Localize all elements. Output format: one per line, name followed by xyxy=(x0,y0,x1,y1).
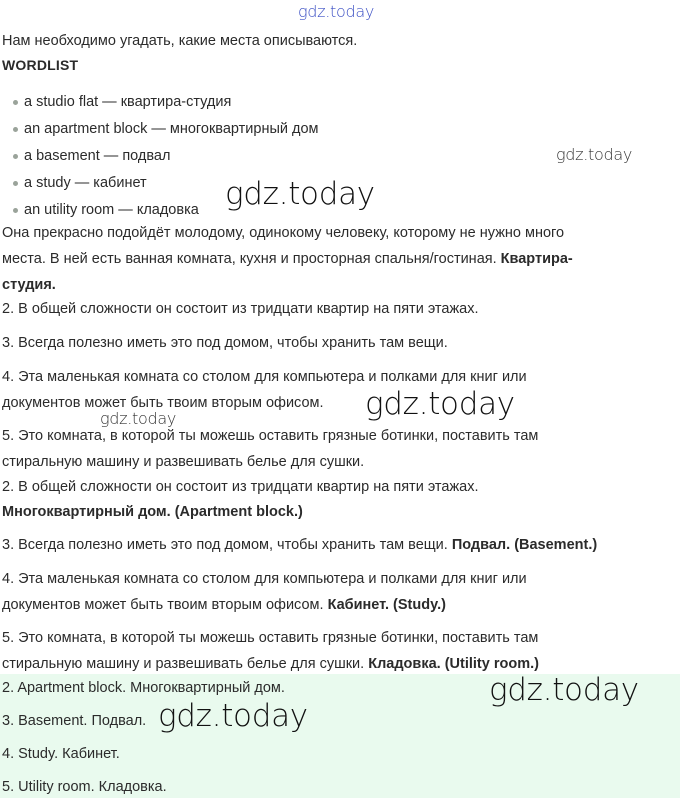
wordlist-item: a basement — подвал xyxy=(0,146,319,173)
description-3: 3. Всегда полезно иметь это под домом, чтобы хранить там вещи. xyxy=(2,335,448,351)
watermark: gdz.today xyxy=(100,409,177,428)
answered-4-line-2 xyxy=(2,595,446,615)
answered-4-text: документов может быть твоим вторым офисом. xyxy=(2,597,324,613)
wordlist-item: an utility room — кладовка xyxy=(0,200,319,227)
watermark: gdz.today xyxy=(365,386,515,422)
description-1-line-2 xyxy=(2,249,573,269)
description-2: 2. В общей сложности он состоит из тридцати квартир на пяти этажах. xyxy=(2,301,479,317)
answered-5-text: стиральную машину и развешивать белье для сушки. xyxy=(2,656,365,672)
watermark: gdz.today xyxy=(556,145,633,164)
answered-5-line-2 xyxy=(2,654,539,674)
wordlist-title: WORDLIST xyxy=(2,57,79,73)
description-4-line-1: 4. Эта маленькая комната со столом для компьютера и полками для книг или xyxy=(2,369,527,385)
final-answer-5: 5. Utility room. Кладовка. xyxy=(2,779,167,795)
description-1-answer: Квартира- xyxy=(500,251,573,267)
description-1-line-1: Она прекрасно подойдёт молодому, одинокому человеку, которому не нужно много xyxy=(2,225,565,241)
wordlist-item: a study — кабинет xyxy=(0,173,319,200)
wordlist xyxy=(0,92,319,227)
watermark: gdz.today xyxy=(489,672,639,708)
answered-3-text: 3. Всегда полезно иметь это под домом, чтобы хранить там вещи. xyxy=(2,537,448,553)
wordlist-item: an apartment block — многоквартирный дом xyxy=(0,119,319,146)
intro-text: Нам необходимо угадать, какие места описываются. xyxy=(2,33,358,49)
answered-4-answer: Кабинет. (Study.) xyxy=(327,597,446,613)
answered-3 xyxy=(2,535,597,555)
final-answer-2: 2. Apartment block. Многоквартирный дом. xyxy=(2,680,285,696)
answered-2-text: 2. В общей сложности он состоит из тридцати квартир на пяти этажах. xyxy=(2,479,479,495)
answered-2-answer: Многоквартирный дом. (Apartment block.) xyxy=(2,504,303,520)
description-4-line-2: документов может быть твоим вторым офисом. xyxy=(2,395,324,411)
watermark-top: gdz.today xyxy=(298,2,375,21)
watermark: gdz.today xyxy=(158,698,308,734)
answer-box xyxy=(0,674,680,798)
final-answer-4: 4. Study. Кабинет. xyxy=(2,746,120,762)
answered-4-line-1: 4. Эта маленькая комната со столом для компьютера и полками для книг или xyxy=(2,571,527,587)
watermark: gdz.today xyxy=(225,176,375,212)
wordlist-item: a studio flat — квартира-студия xyxy=(0,92,319,119)
answered-5-line-1: 5. Это комната, в которой ты можешь оставить грязные ботинки, поставить там xyxy=(2,630,539,646)
description-5-line-1: 5. Это комната, в которой ты можешь оставить грязные ботинки, поставить там xyxy=(2,428,539,444)
final-answer-3: 3. Basement. Подвал. xyxy=(2,713,147,729)
description-1-answer-cont: студия. xyxy=(2,277,56,293)
description-5-line-2: стиральную машину и развешивать белье для сушки. xyxy=(2,454,365,470)
answered-3-answer: Подвал. (Basement.) xyxy=(451,537,598,553)
description-1-text: места. В ней есть ванная комната, кухня и просторная спальня/гостиная. xyxy=(2,251,497,267)
answered-5-answer: Кладовка. (Utility room.) xyxy=(368,656,539,672)
